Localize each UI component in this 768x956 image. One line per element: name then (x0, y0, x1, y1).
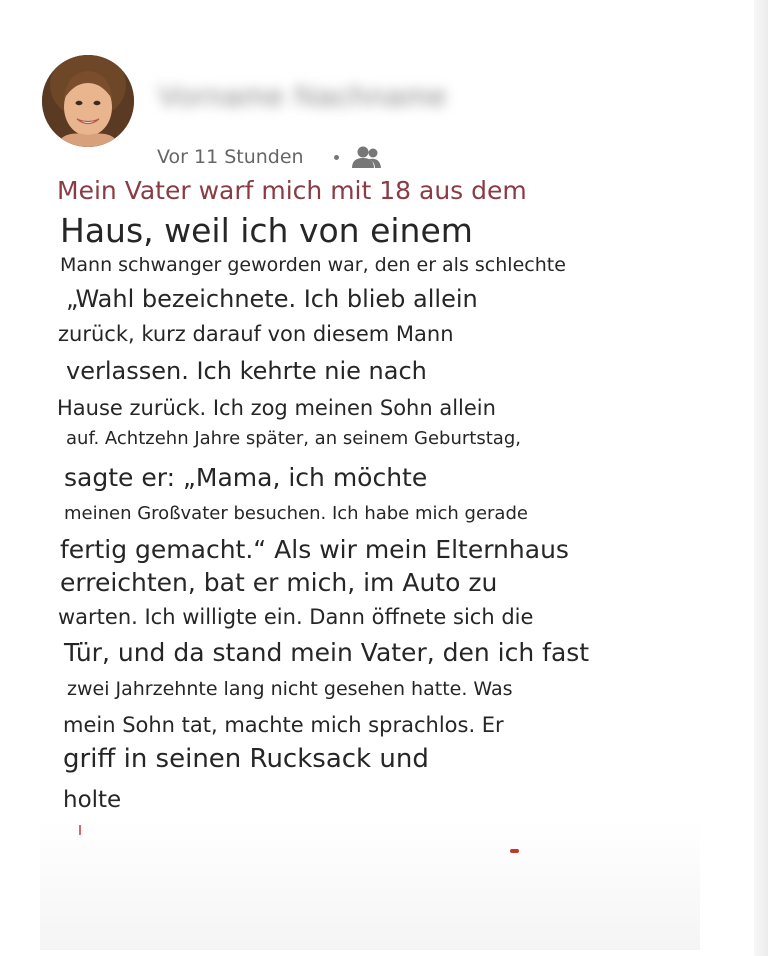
post-heading-line: Mein Vater warf mich mit 18 aus dem (57, 176, 527, 205)
group-icon[interactable] (350, 144, 382, 170)
post-text-line: verlassen. Ich kehrte nie nach (66, 357, 427, 385)
profile-photo (42, 55, 134, 147)
post-text-line: zurück, kurz darauf von diesem Mann (58, 322, 454, 346)
page-edge (754, 0, 768, 956)
post-text-line: griff in seinen Rucksack und (63, 744, 429, 774)
post-text-line: holte (63, 787, 122, 813)
red-speck (510, 849, 519, 853)
red-speck (79, 825, 81, 835)
post-meta (157, 145, 382, 169)
post-text-line: Mann schwanger geworden war, den er als schlechte (60, 254, 566, 276)
separator-dot (334, 155, 339, 160)
post-text-line: „Wahl bezeichnete. Ich blieb allein (66, 285, 478, 313)
timestamp[interactable]: Vor 11 Stunden (157, 146, 304, 168)
faded-area (40, 820, 700, 950)
post-text-line: meinen Großvater besuchen. Ich habe mich gerade (64, 503, 528, 524)
username-blurred[interactable]: Vorname Nachname (158, 80, 448, 113)
post-text-line: warten. Ich willigte ein. Dann öffnete sich die (58, 605, 534, 629)
post-text-line: Haus, weil ich von einem (60, 211, 473, 250)
post-text-line: zwei Jahrzehnte lang nicht gesehen hatte. Was (67, 678, 513, 700)
post-text-line: Hause zurück. Ich zog meinen Sohn allein (57, 396, 496, 420)
post-text-line: mein Sohn tat, machte mich sprachlos. Er (63, 713, 504, 737)
post-text-line: sagte er: „Mama, ich möchte (64, 463, 428, 492)
post-text-line: auf. Achtzehn Jahre später, an seinem Geburtstag, (66, 428, 521, 449)
post-text-line: Tür, und da stand mein Vater, den ich fast (64, 638, 590, 667)
post-text-line: erreichten, bat er mich, im Auto zu (60, 568, 498, 597)
avatar[interactable] (42, 55, 134, 147)
post-text-line: fertig gemacht.“ Als wir mein Elternhaus (60, 535, 569, 564)
